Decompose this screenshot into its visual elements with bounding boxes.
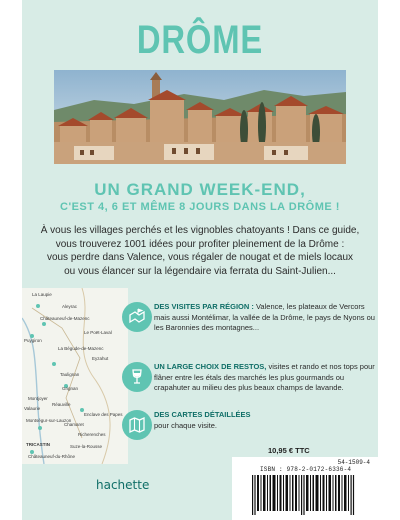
feature-description: pour chaque visite. xyxy=(154,420,217,430)
barcode xyxy=(232,457,378,520)
map-label: Montjoyer xyxy=(28,396,48,401)
map-label: Chamaret xyxy=(64,422,84,427)
feature-text xyxy=(154,410,376,431)
intro-paragraph xyxy=(28,224,372,278)
map-label: Châteauneuf-de-Mazenc xyxy=(40,316,90,321)
map-label: TRICASTIN xyxy=(26,442,50,447)
subheadline: C'EST 4, 6 ET MÊME 8 JOURS DANS LA DRÔME ! xyxy=(60,201,340,213)
village-photo xyxy=(54,70,346,164)
feature-text xyxy=(154,362,376,394)
map-flag-icon xyxy=(122,302,152,332)
map-label: Enclave des Papes xyxy=(84,412,123,417)
intro-line: vous perdre dans Valence, vous régaler de nougat et de miels locaux xyxy=(46,252,354,263)
product-code: 54-1509-4 xyxy=(337,459,370,466)
map-label: Suze-la-Rousse xyxy=(70,444,103,449)
intro-line: À vous les villages perchés et les vignobles chatoyants ! Dans ce guide, xyxy=(40,225,360,236)
publisher-logo: hachette xyxy=(96,478,150,492)
map-label: La Laupie xyxy=(32,292,52,297)
feature-title: UN LARGE CHOIX DE RESTOS, xyxy=(154,362,267,371)
map-label: Réauville xyxy=(52,402,71,407)
intro-line: ou vous élancer sur la légendaire via ferrata du Saint-Julien... xyxy=(64,265,336,277)
region-map xyxy=(22,288,128,464)
map-label: Aleyrac xyxy=(62,304,78,309)
feature-description: visites et rando et nos tops pour flâner entre les étals des marchés les plus gourmands ou crapahuter au milieu des plus beaux champs de lavande. xyxy=(154,362,375,392)
isbn-text: ISBN : 978-2-0172-6336-4 xyxy=(260,466,352,473)
barcode-bars xyxy=(252,475,362,515)
map-icon xyxy=(122,410,152,440)
map-label: Taulignan xyxy=(60,372,80,377)
book-back-cover xyxy=(22,0,378,520)
intro-line: vous trouverez 1001 idées pour profiter pleinement de la Drôme : xyxy=(55,238,345,250)
feature-text xyxy=(154,302,376,334)
map-label: Grignan xyxy=(62,386,79,391)
map-label: Montségur-sur-Lauzon xyxy=(26,418,72,423)
map-label: Valaurie xyxy=(24,406,41,411)
map-label: Richerenches xyxy=(78,432,106,437)
wine-glass-icon xyxy=(122,362,152,392)
feature-title: DES VISITES PAR RÉGION : xyxy=(154,302,254,311)
map-label: Puygiron xyxy=(24,338,42,343)
feature-title: DES CARTES DÉTAILLÉES xyxy=(154,410,251,419)
map-label: La Bégude-de-Mazenc xyxy=(58,346,104,351)
map-label: Châteauneuf-du-Rhône xyxy=(28,454,76,459)
map-label: Le Poët-Laval xyxy=(84,330,112,335)
headline: UN GRAND WEEK-END, xyxy=(94,180,306,199)
price: 10,95 € TTC xyxy=(268,446,310,455)
cover-title: DRÔME xyxy=(136,18,264,62)
feature-description: Valence, les plateaux de Vercors mais aussi Montélimar, la vallée de la Drôme, le pays de Nyons ou les Baronnies des montagnes... xyxy=(154,302,375,332)
map-label: Eyzahut xyxy=(92,356,109,361)
